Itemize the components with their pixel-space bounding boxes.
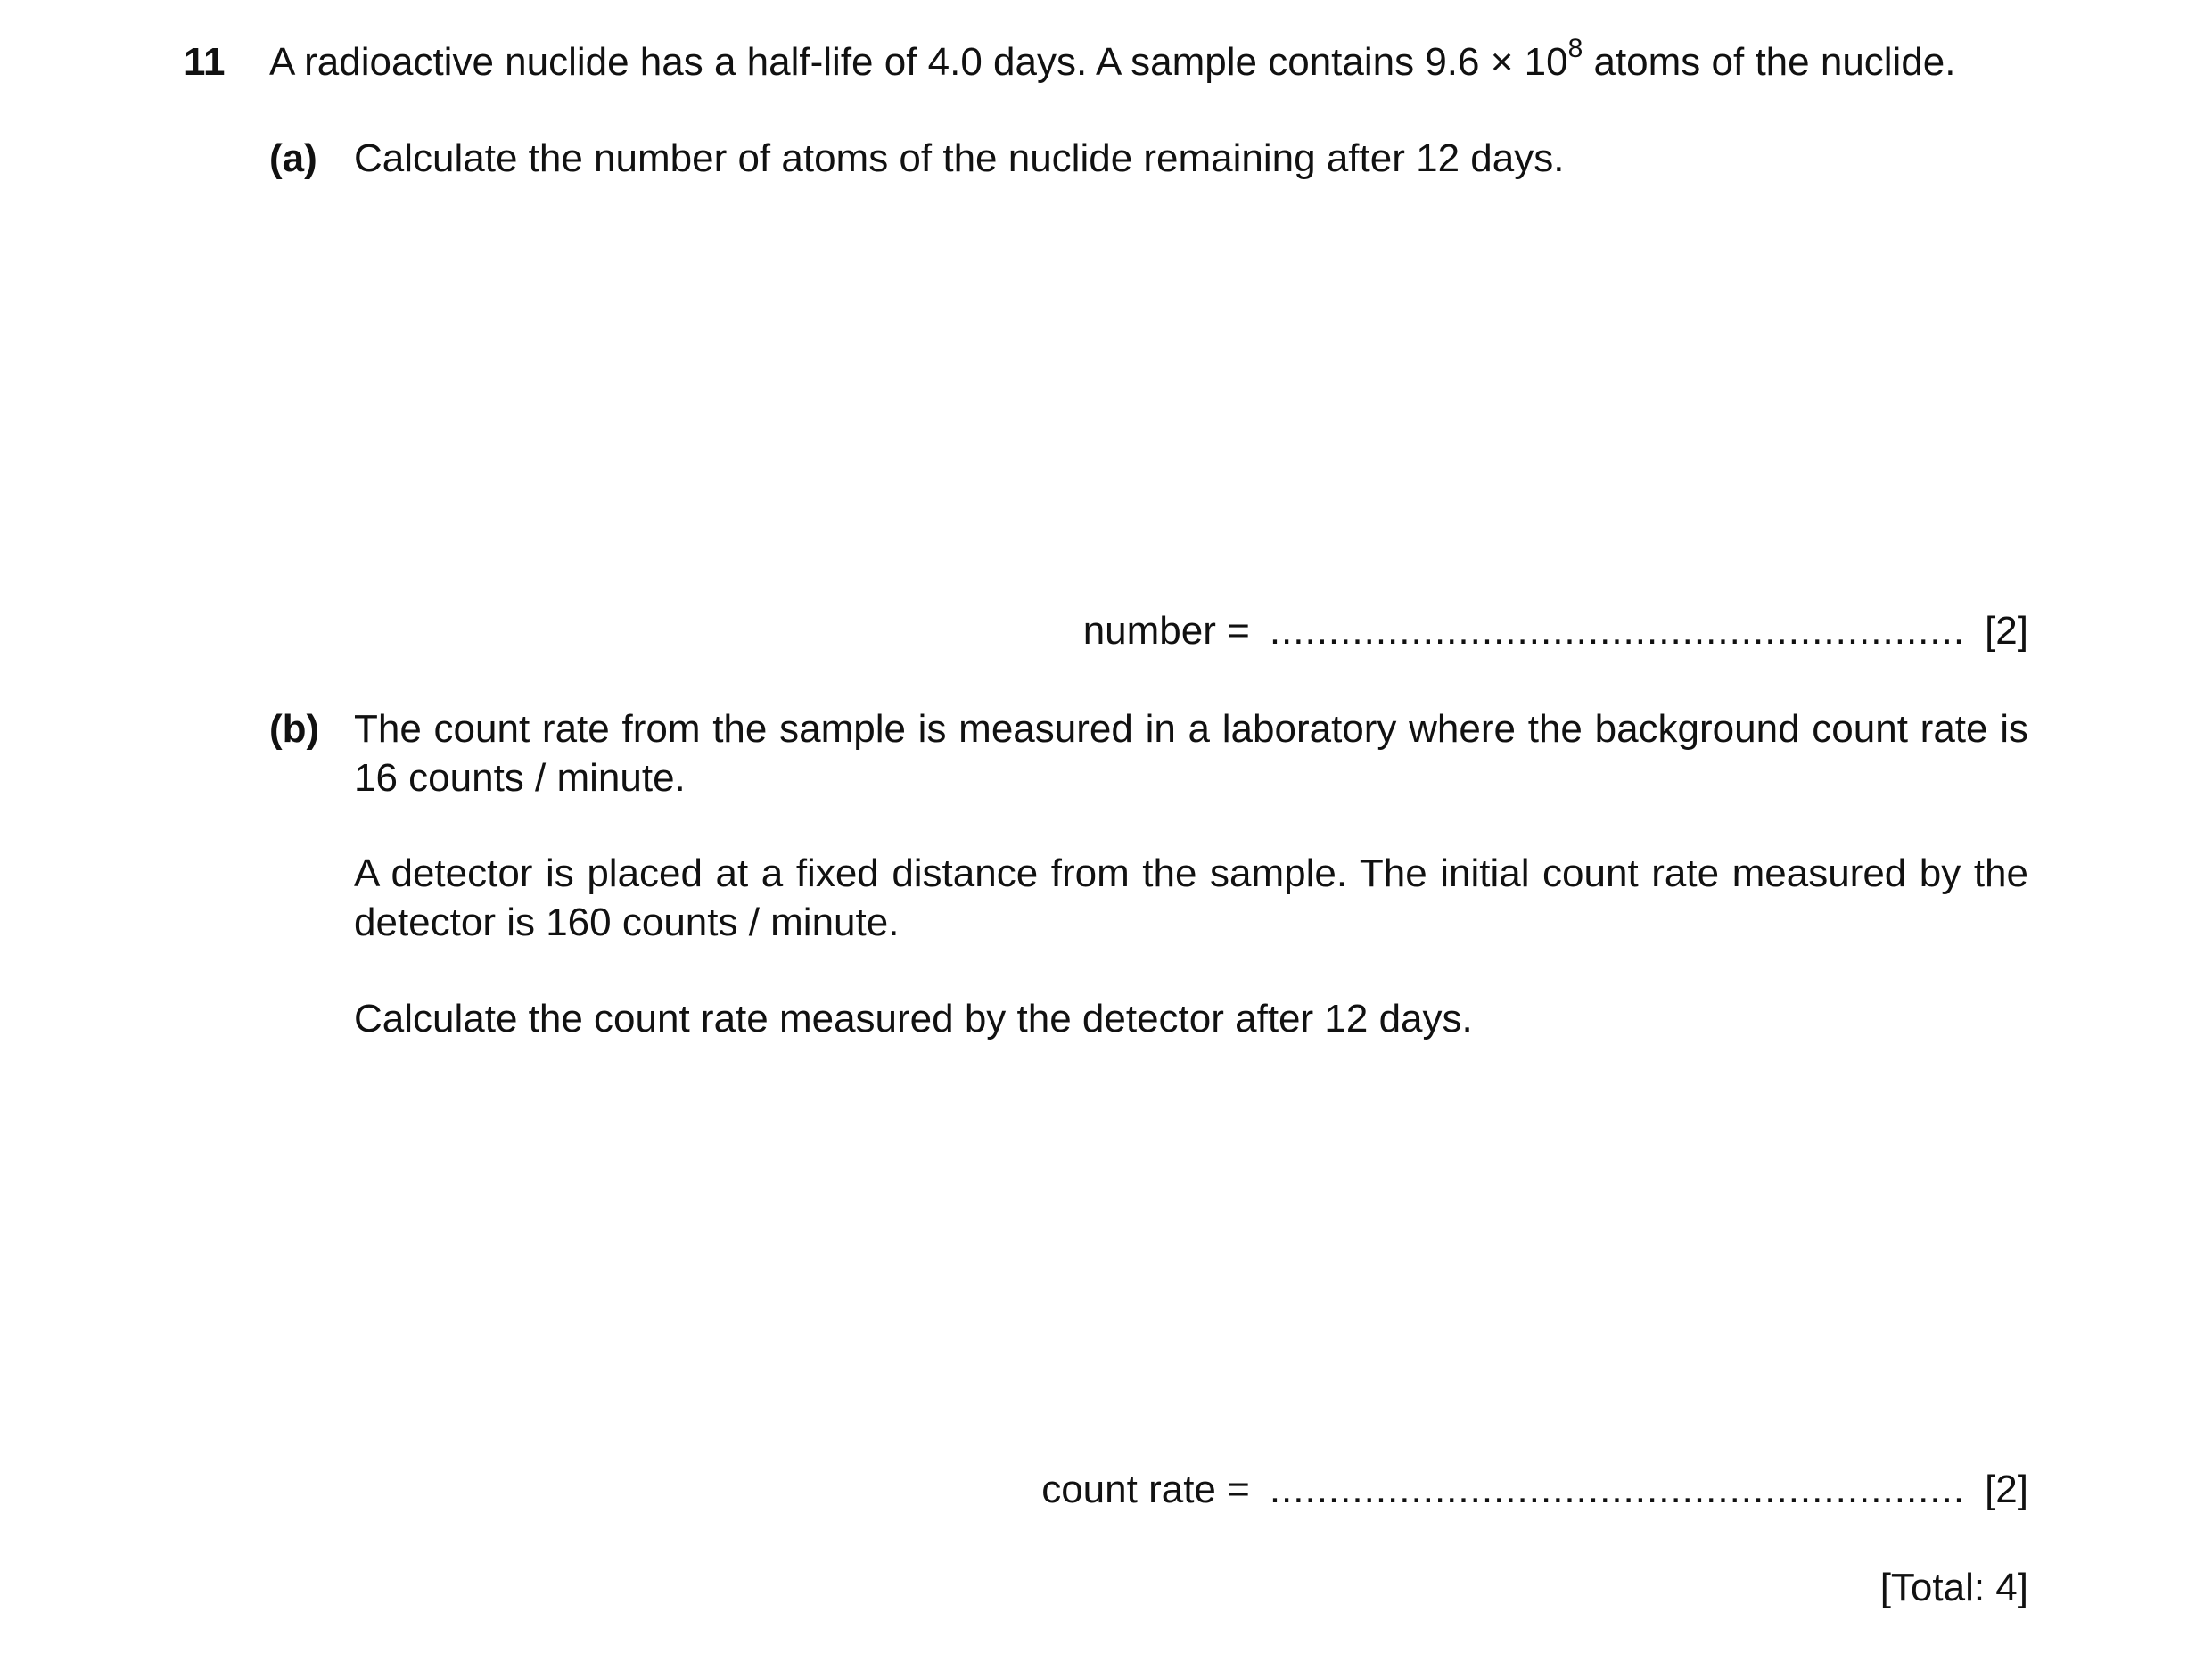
part-a-text: Calculate the number of atoms of the nuclide remaining after 12 days. xyxy=(354,136,1565,180)
part-a-answer-field[interactable]: ........................................................... xyxy=(1269,609,1966,653)
part-b-marks: [2] xyxy=(1985,1468,2028,1511)
part-a-label: (a) xyxy=(269,136,317,180)
part-b-paragraph-3: Calculate the count rate measured by the detector after 12 days. xyxy=(354,997,1473,1041)
question-number: 11 xyxy=(184,40,226,84)
part-b-paragraph-1: The count rate from the sample is measured in a laboratory where the background count rate is 16 counts / minute. xyxy=(354,707,2028,800)
part-b-answer-field[interactable]: ........................................................... xyxy=(1269,1468,1966,1511)
stem-exponent: 8 xyxy=(1567,34,1583,64)
part-a-answer-line xyxy=(1083,606,2028,655)
total-marks: [Total: 4] xyxy=(1879,1566,2028,1609)
stem-text: A radioactive nuclide has a half-life of 4.0 days. A sample contains 9.6 × 10 xyxy=(269,40,1568,84)
part-a-answer-label: number = xyxy=(1082,609,1250,653)
stem-text-end: atoms of the nuclide. xyxy=(1583,40,1956,84)
question-stem xyxy=(269,34,1956,86)
part-b-paragraph-2: A detector is placed at a fixed distance from the sample. The initial count rate measured by the detector is 160 counts / minute. xyxy=(354,851,2028,944)
part-b-answer-line xyxy=(1041,1465,2028,1514)
part-b-label: (b) xyxy=(269,707,320,751)
part-a-marks: [2] xyxy=(1985,609,2028,653)
part-b-answer-label: count rate = xyxy=(1041,1468,1250,1511)
